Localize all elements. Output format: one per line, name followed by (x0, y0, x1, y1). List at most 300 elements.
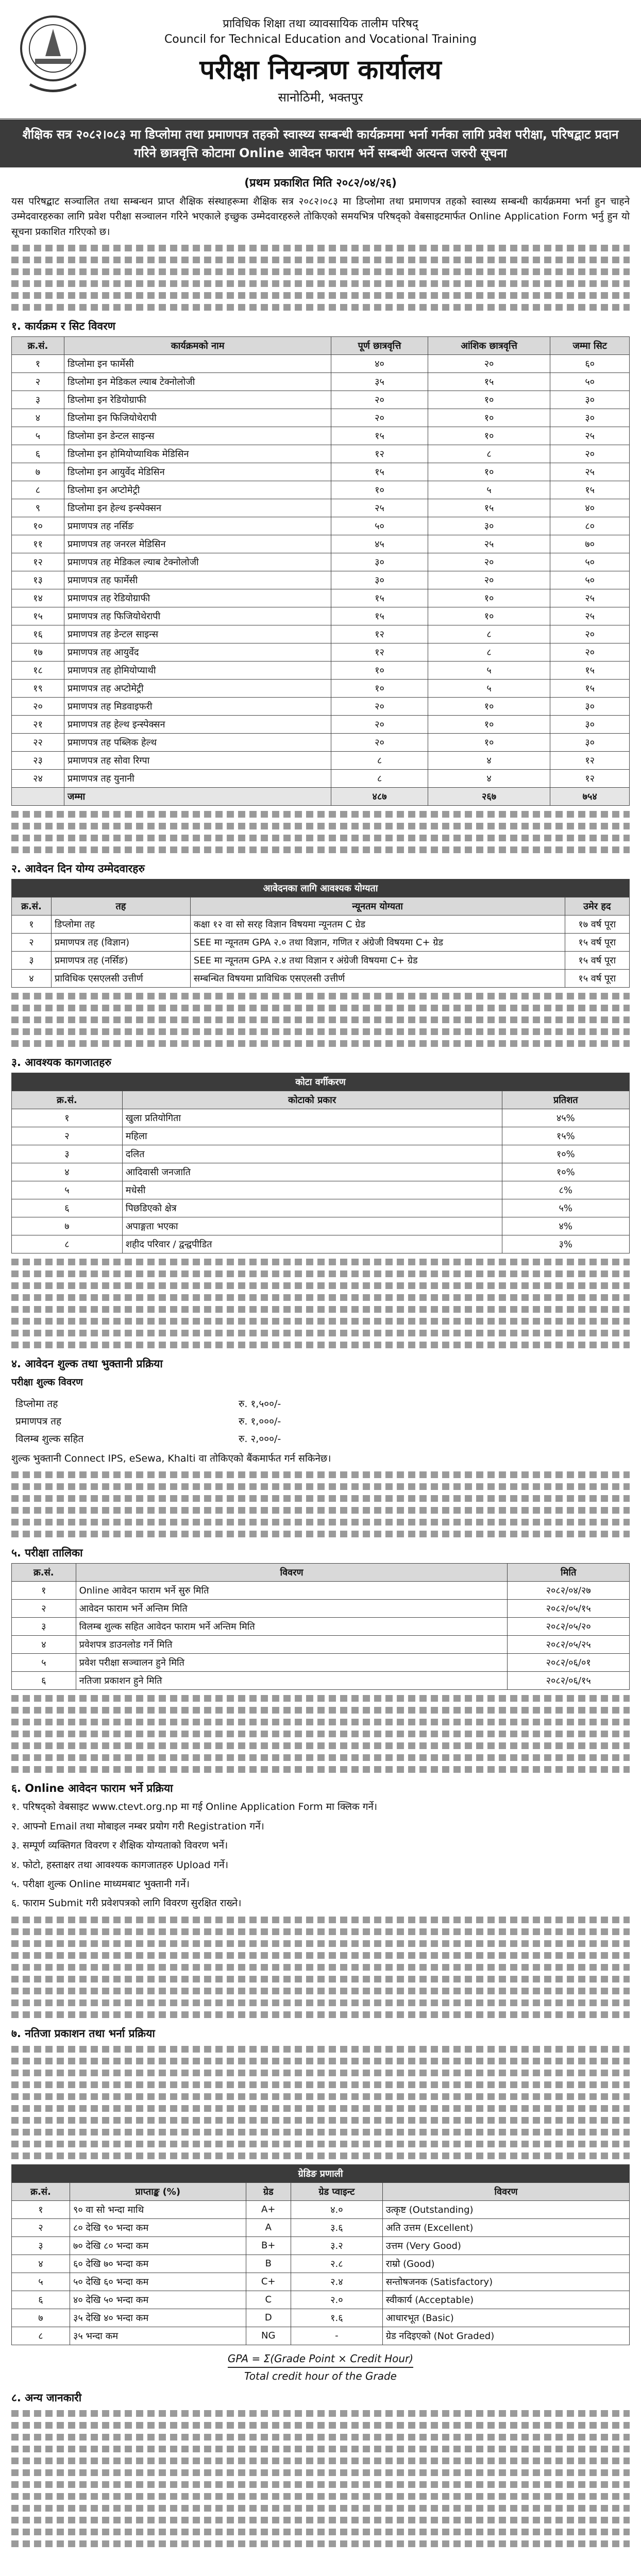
seat-cell: १० (331, 662, 428, 680)
grading-row (12, 2200, 630, 2218)
section-heading-6: ६. Online आवेदन फाराम भर्ने प्रक्रिया (11, 1782, 173, 1795)
section-heading-5: ५. परीक्षा तालिका (11, 1547, 83, 1560)
notice-date: (प्रथम प्रकाशित मिति २०८२/०४/२६) (244, 177, 397, 190)
section-heading-7: ७. नतिजा प्रकाशन तथा भर्ना प्रक्रिया (11, 2027, 155, 2040)
seat-cell: १५ (331, 463, 428, 481)
seat-cell: ५ (12, 427, 64, 445)
seat-cell: डिप्लोमा इन हेल्थ इन्स्पेक्सन (64, 499, 331, 517)
seat-row (12, 589, 630, 607)
eligibility-title: आवेदनका लागि आवश्यक योग्यता (12, 879, 630, 897)
text-block-2 (11, 811, 630, 853)
seat-cell: ५० (550, 571, 630, 589)
quota-cell: १५% (502, 1127, 629, 1145)
quota-cell: खुला प्रतियोगिता (122, 1109, 502, 1127)
seat-cell: ७ (12, 463, 64, 481)
seat-cell: ५ (428, 662, 550, 680)
intro-paragraph: यस परिषद्बाट सञ्चालित तथा सम्बन्धन प्राप्त शैक्षिक संस्थाहरूमा शैक्षिक सत्र २०८२।०८३ मा डिप्लोमा तथा प्रमाणपत्र तहको स्वास्थ्य सम्बन्धी कार्यक्रममा भर्ना हुन चाहने उम्मेदवारहरुका लागि प्रवेश परीक्षा सञ्चालन गरिने भएकाले इच्छुक उम्मेदवारहरुले तोकिएको समयभित्र परिषद्को वेबसाइटमार्फत Online Application Form भर्नु हुन यो सूचना प्रकाशित गरिएको छ। (11, 196, 630, 238)
grading-cell: १ (12, 2200, 70, 2218)
seat-row (12, 499, 630, 517)
seat-row (12, 445, 630, 463)
schedule-row (12, 1618, 630, 1636)
schedule-row (12, 1672, 630, 1690)
seat-table-header: पूर्ण छात्रवृत्ति (331, 337, 428, 355)
step-item: ३. सम्पूर्ण व्यक्तिगत विवरण र शैक्षिक योग्यताको विवरण भर्ने। (11, 1840, 228, 1852)
seat-cell: ७० (550, 535, 630, 553)
schedule-cell: ५ (12, 1654, 76, 1672)
fee-amount: रु. २,०००/- (238, 1433, 281, 1445)
seat-cell: ३० (331, 553, 428, 571)
grading-cell: ८० देखि ९० भन्दा कम (70, 2218, 246, 2236)
grading-cell: १.६ (291, 2309, 382, 2327)
seat-cell: ८० (550, 517, 630, 535)
council-name-english: Council for Technical Education and Vocational Training (164, 33, 477, 46)
seat-cell: प्रमाणपत्र तह रेडियोग्राफी (64, 589, 331, 607)
schedule-cell: २०८२/०४/२७ (508, 1582, 630, 1600)
eligibility-cell: १७ वर्ष पूरा (565, 916, 629, 934)
gpa-formula-numerator: GPA = Σ(Grade Point × Credit Hour) (227, 2352, 414, 2365)
schedule-row (12, 1636, 630, 1654)
schedule-cell: आवेदन फाराम भर्ने अन्तिम मिति (76, 1600, 508, 1618)
seat-cell: १२ (331, 643, 428, 662)
seat-cell: १९ (12, 680, 64, 698)
quota-row (12, 1235, 630, 1253)
seat-cell: २५ (550, 427, 630, 445)
seat-cell: १० (428, 463, 550, 481)
schedule-cell: २०८२/०६/१५ (508, 1672, 630, 1690)
seat-row (12, 716, 630, 734)
grading-cell: ४ (12, 2255, 70, 2273)
seat-cell: २० (331, 409, 428, 427)
office-title: परीक्षा नियन्त्रण कार्यालय (199, 55, 442, 86)
grading-cell: स्वीकार्य (Acceptable) (382, 2291, 629, 2309)
seat-cell: १२ (331, 445, 428, 463)
seat-cell: २० (550, 643, 630, 662)
seat-cell: १५ (12, 607, 64, 625)
quota-cell: ४ (12, 1163, 123, 1181)
seat-cell: प्रमाणपत्र तह अप्टोमेट्री (64, 680, 331, 698)
seat-cell: २० (428, 571, 550, 589)
office-address: सानोठिमी, भक्तपुर (278, 90, 363, 105)
quota-cell: ७ (12, 1217, 123, 1235)
quota-row (12, 1199, 630, 1217)
grading-cell: ४.० (291, 2200, 382, 2218)
fee-item (11, 1412, 382, 1430)
quota-cell: ६ (12, 1199, 123, 1217)
quota-cell: ४% (502, 1217, 629, 1235)
seat-cell: १० (331, 680, 428, 698)
eligibility-row (12, 934, 630, 952)
seat-cell: १२ (12, 553, 64, 571)
schedule-cell: ३ (12, 1618, 76, 1636)
seat-table (11, 336, 630, 806)
quota-table (11, 1073, 630, 1253)
seat-cell: प्रमाणपत्र तह डेन्टल साइन्स (64, 625, 331, 643)
page-header (0, 0, 641, 120)
seat-cell: १० (428, 716, 550, 734)
seat-cell: ३० (550, 734, 630, 752)
seat-cell: १० (428, 409, 550, 427)
seat-cell: १० (428, 698, 550, 716)
seat-row (12, 662, 630, 680)
schedule-cell: विलम्ब शुल्क सहित आवेदन फाराम भर्ने अन्तिम मिति (76, 1618, 508, 1636)
seat-cell: ८ (331, 770, 428, 788)
quota-cell: दलित (122, 1145, 502, 1163)
quota-row (12, 1145, 630, 1163)
seat-row (12, 734, 630, 752)
seat-row (12, 373, 630, 391)
seat-cell: २० (550, 445, 630, 463)
grading-cell: २.४ (291, 2273, 382, 2291)
seat-cell: १० (428, 589, 550, 607)
quota-cell: ८% (502, 1181, 629, 1199)
seat-cell: १५ (331, 427, 428, 445)
seat-cell: ५० (550, 373, 630, 391)
grading-cell: ४० देखि ५० भन्दा कम (70, 2291, 246, 2309)
seat-cell: डिप्लोमा इन आयुर्वेद मेडिसिन (64, 463, 331, 481)
seat-total-cell: ४८७ (331, 788, 428, 806)
eligibility-header: उमेर हद (565, 897, 629, 916)
seat-cell: २० (331, 391, 428, 409)
seat-cell: २० (331, 698, 428, 716)
seat-cell: १५ (428, 499, 550, 517)
seat-cell: २५ (550, 463, 630, 481)
seat-cell: ३ (12, 391, 64, 409)
seat-row (12, 481, 630, 499)
seat-cell: २५ (428, 535, 550, 553)
grading-header: विवरण (382, 2182, 629, 2200)
eligibility-cell: १५ वर्ष पूरा (565, 952, 629, 970)
quota-cell: ५ (12, 1181, 123, 1199)
seat-cell: १० (428, 391, 550, 409)
seat-cell: प्रमाणपत्र तह जनरल मेडिसिन (64, 535, 331, 553)
schedule-cell: प्रवेशपत्र डाउनलोड गर्ने मिति (76, 1636, 508, 1654)
eligibility-header: क्र.सं. (12, 897, 52, 916)
seat-table-header: कार्यक्रमको नाम (64, 337, 331, 355)
schedule-cell: २०८२/०५/१५ (508, 1600, 630, 1618)
seat-cell: १५ (331, 607, 428, 625)
grading-cell: ६० देखि ७० भन्दा कम (70, 2255, 246, 2273)
seat-row (12, 770, 630, 788)
seat-cell: ४५ (331, 535, 428, 553)
eligibility-cell: प्रमाणपत्र तह (विज्ञान) (51, 934, 190, 952)
grading-cell: NG (246, 2327, 291, 2345)
eligibility-header: तह (51, 897, 190, 916)
step-item: ६. फाराम Submit गरी प्रवेशपत्रको लागि विवरण सुरक्षित राख्ने। (11, 1897, 242, 1909)
gpa-formula-denominator: Total credit hour of the Grade (244, 2369, 397, 2382)
eligibility-cell: डिप्लोमा तह (51, 916, 190, 934)
quota-row (12, 1163, 630, 1181)
grading-cell: २.८ (291, 2255, 382, 2273)
eligibility-cell: २ (12, 934, 52, 952)
quota-cell: १ (12, 1109, 123, 1127)
grading-cell: B+ (246, 2236, 291, 2255)
seat-row (12, 409, 630, 427)
grading-cell: ग्रेड नदिइएको (Not Graded) (382, 2327, 629, 2345)
seat-cell: डिप्लोमा इन फार्मेसी (64, 355, 331, 373)
seat-total-cell (12, 788, 64, 806)
seat-cell: २ (12, 373, 64, 391)
eligibility-cell: प्राविधिक एसएलसी उत्तीर्ण (51, 970, 190, 988)
seat-cell: प्रमाणपत्र तह युनानी (64, 770, 331, 788)
seat-cell: प्रमाणपत्र तह आयुर्वेद (64, 643, 331, 662)
notice-banner: शैक्षिक सत्र २०८२।०८३ मा डिप्लोमा तथा प्रमाणपत्र तहको स्वास्थ्य सम्बन्धी कार्यक्रममा भर्ना गर्नका लागि प्रवेश परीक्षा, परिषद्बाट प्रदान गरिने छात्रवृत्ति कोटामा Online आवेदन फाराम भर्ने सम्बन्धी अत्यन्त जरुरी सूचना (0, 120, 641, 167)
seat-cell: प्रमाणपत्र तह फार्मेसी (64, 571, 331, 589)
eligibility-cell: १५ वर्ष पूरा (565, 970, 629, 988)
seat-cell: ४ (428, 752, 550, 770)
schedule-row (12, 1582, 630, 1600)
seat-row (12, 643, 630, 662)
seat-cell: ४० (550, 499, 630, 517)
seat-cell: डिप्लोमा इन डेन्टल साइन्स (64, 427, 331, 445)
quota-cell: मधेसी (122, 1181, 502, 1199)
grading-header: ग्रेड प्वाइन्ट (291, 2182, 382, 2200)
seat-cell: डिप्लोमा इन अप्टोमेट्री (64, 481, 331, 499)
seat-cell: २० (12, 698, 64, 716)
seat-cell: ४ (12, 409, 64, 427)
seat-cell: १८ (12, 662, 64, 680)
seat-cell: १ (12, 355, 64, 373)
text-block-4 (11, 1259, 630, 1348)
seat-cell: प्रमाणपत्र तह पब्लिक हेल्थ (64, 734, 331, 752)
seat-cell: १५ (331, 589, 428, 607)
grading-cell: उत्कृष्ट (Outstanding) (382, 2200, 629, 2218)
quota-header: कोटाको प्रकार (122, 1091, 502, 1109)
seat-cell: प्रमाणपत्र तह होमियोप्याथी (64, 662, 331, 680)
seat-row (12, 535, 630, 553)
grading-header: क्र.सं. (12, 2182, 70, 2200)
fee-label: विलम्ब शुल्क सहित (15, 1433, 84, 1445)
seat-cell: १० (12, 517, 64, 535)
eligibility-cell: प्रमाणपत्र तह (नर्सिङ) (51, 952, 190, 970)
seat-cell: प्रमाणपत्र तह सोवा रिग्पा (64, 752, 331, 770)
quota-cell: ३% (502, 1235, 629, 1253)
seat-cell: १७ (12, 643, 64, 662)
seat-row (12, 571, 630, 589)
eligibility-cell: ३ (12, 952, 52, 970)
fees-list (11, 1395, 382, 1447)
seat-cell: ३० (550, 391, 630, 409)
seat-cell: १५ (550, 680, 630, 698)
schedule-cell: २०८२/०५/२५ (508, 1636, 630, 1654)
seat-row (12, 553, 630, 571)
fee-amount: रु. १,५००/- (238, 1398, 281, 1410)
quota-cell: १०% (502, 1145, 629, 1163)
section-heading-4: ४. आवेदन शुल्क तथा भुक्तानी प्रक्रिया (11, 1358, 163, 1370)
seat-cell: १० (428, 427, 550, 445)
seat-cell: प्रमाणपत्र तह मिडवाइफरी (64, 698, 331, 716)
schedule-cell: १ (12, 1582, 76, 1600)
eligibility-row (12, 952, 630, 970)
seat-cell: प्रमाणपत्र तह फिजियोथेरापी (64, 607, 331, 625)
step-item: ५. परीक्षा शुल्क Online माध्यमबाट भुक्तानी गर्ने। (11, 1878, 190, 1890)
eligibility-cell: सम्बन्धित विषयमा प्राविधिक एसएलसी उत्तीर्ण (190, 970, 565, 988)
seat-cell: ५० (331, 517, 428, 535)
eligibility-row (12, 970, 630, 988)
schedule-cell: ६ (12, 1672, 76, 1690)
grading-cell: ३५ देखि ४० भन्दा कम (70, 2309, 246, 2327)
quota-header: प्रतिशत (502, 1091, 629, 1109)
seat-cell: ८ (428, 445, 550, 463)
fee-label: प्रमाणपत्र तह (15, 1415, 62, 1427)
grading-row (12, 2291, 630, 2309)
schedule-cell: २०८२/०५/२० (508, 1618, 630, 1636)
quota-cell: अपाङ्गता भएका (122, 1217, 502, 1235)
grading-cell: राम्रो (Good) (382, 2255, 629, 2273)
grading-cell: A (246, 2218, 291, 2236)
grading-cell: ६ (12, 2291, 70, 2309)
seat-row (12, 355, 630, 373)
seat-cell: १२ (331, 625, 428, 643)
quota-cell: १०% (502, 1163, 629, 1181)
text-block-1 (11, 245, 630, 311)
seat-cell: ८ (331, 752, 428, 770)
quota-cell: ५% (502, 1199, 629, 1217)
text-block-3 (11, 993, 630, 1047)
notice-body (0, 194, 641, 2547)
seat-cell: १० (428, 734, 550, 752)
schedule-cell: प्रवेश परीक्षा सञ्चालन हुने मिति (76, 1654, 508, 1672)
grading-cell: ५० देखि ६० भन्दा कम (70, 2273, 246, 2291)
seat-cell: २५ (550, 607, 630, 625)
seat-cell: १० (428, 607, 550, 625)
seat-row (12, 463, 630, 481)
seat-cell: २० (331, 734, 428, 752)
step-item: ४. फोटो, हस्ताक्षर तथा आवश्यक कागजातहरु Upload गर्ने। (11, 1859, 229, 1871)
seat-cell: २० (428, 355, 550, 373)
seat-cell: २० (428, 553, 550, 571)
seat-cell: ३० (550, 716, 630, 734)
council-name-nepali: प्राविधिक शिक्षा तथा व्यावसायिक तालीम परिषद् (223, 18, 418, 30)
seat-row (12, 427, 630, 445)
grading-cell: २.० (291, 2291, 382, 2309)
quota-cell: शहीद परिवार / द्वन्द्वपीडित (122, 1235, 502, 1253)
seat-row (12, 625, 630, 643)
grading-row (12, 2236, 630, 2255)
seat-cell: २० (331, 716, 428, 734)
quota-row (12, 1109, 630, 1127)
eligibility-cell: SEE मा न्यूनतम GPA २.० तथा विज्ञान, गणित र अंग्रेजी विषयमा C+ ग्रेड (190, 934, 565, 952)
seat-cell: प्रमाणपत्र तह नर्सिङ (64, 517, 331, 535)
seat-cell: २२ (12, 734, 64, 752)
quota-row (12, 1217, 630, 1235)
seat-cell: ४० (331, 355, 428, 373)
quota-row (12, 1127, 630, 1145)
steps-list (11, 1800, 630, 1911)
grading-cell: A+ (246, 2200, 291, 2218)
quota-row (12, 1181, 630, 1199)
quota-cell: महिला (122, 1127, 502, 1145)
quota-cell: आदिवासी जनजाति (122, 1163, 502, 1181)
quota-title: कोटा वर्गीकरण (12, 1073, 630, 1091)
schedule-header: मिति (508, 1564, 630, 1582)
text-block-5 (11, 1471, 630, 1537)
text-block-9 (11, 2410, 630, 2547)
seat-cell: ३५ (331, 373, 428, 391)
step-item: १. परिषद्को वेबसाइट www.ctevt.org.np मा गई Online Application Form मा क्लिक गर्ने। (11, 1801, 378, 1813)
seat-row (12, 517, 630, 535)
grading-cell: २ (12, 2218, 70, 2236)
step-item: २. आफ्नो Email तथा मोबाइल नम्बर प्रयोग गरी Registration गर्ने। (11, 1820, 264, 1832)
seat-cell: १३ (12, 571, 64, 589)
schedule-header: विवरण (76, 1564, 508, 1582)
grading-cell: C+ (246, 2273, 291, 2291)
seat-cell: ३० (550, 409, 630, 427)
grading-header: ग्रेड (246, 2182, 291, 2200)
fee-item (11, 1395, 382, 1412)
seat-cell: ५० (550, 553, 630, 571)
section-heading-3: ३. आवश्यक कागजातहरु (11, 1056, 111, 1069)
schedule-row (12, 1600, 630, 1618)
seat-cell: ८ (12, 481, 64, 499)
grading-cell: ५ (12, 2273, 70, 2291)
seat-row (12, 607, 630, 625)
seat-cell: १६ (12, 625, 64, 643)
seat-cell: १४ (12, 589, 64, 607)
grading-cell: ३ (12, 2236, 70, 2255)
grading-cell: सन्तोषजनक (Satisfactory) (382, 2273, 629, 2291)
seat-total-label: जम्मा (64, 788, 331, 806)
section-heading-1: १. कार्यक्रम र सिट विवरण (11, 320, 115, 333)
grading-row (12, 2255, 630, 2273)
fees-note: शुल्क भुक्तानी Connect IPS, eSewa, Khalti वा तोकिएको बैंकमार्फत गर्न सकिनेछ। (11, 1452, 331, 1464)
seat-table-header: जम्मा सिट (550, 337, 630, 355)
quota-header: क्र.सं. (12, 1091, 123, 1109)
grading-cell: - (291, 2327, 382, 2345)
seat-cell: ११ (12, 535, 64, 553)
seat-cell: ६ (12, 445, 64, 463)
seat-cell: १५ (550, 481, 630, 499)
eligibility-cell: कक्षा १२ वा सो सरह विज्ञान विषयमा न्यूनतम C ग्रेड (190, 916, 565, 934)
schedule-cell: २ (12, 1600, 76, 1618)
seat-row (12, 391, 630, 409)
seat-cell: २५ (331, 499, 428, 517)
seat-total-cell: ७५४ (550, 788, 630, 806)
seat-cell: ८ (428, 625, 550, 643)
fees-title: परीक्षा शुल्क विवरण (11, 1377, 83, 1388)
eligibility-cell: १ (12, 916, 52, 934)
text-block-6 (11, 1695, 630, 1773)
seat-cell: ८ (428, 643, 550, 662)
fee-item (11, 1430, 382, 1447)
seat-cell: १२ (550, 752, 630, 770)
gpa-formula (11, 2352, 630, 2382)
fee-amount: रु. १,०००/- (238, 1415, 281, 1427)
schedule-row (12, 1654, 630, 1672)
eligibility-row (12, 916, 630, 934)
grading-cell: ८ (12, 2327, 70, 2345)
grading-cell: आधारभूत (Basic) (382, 2309, 629, 2327)
fee-label: डिप्लोमा तह (15, 1398, 58, 1410)
seat-cell: ३० (550, 698, 630, 716)
text-block-7 (11, 1917, 630, 2018)
seat-table-header: क्र.सं. (12, 337, 64, 355)
grading-cell: B (246, 2255, 291, 2273)
grading-row (12, 2273, 630, 2291)
grading-row (12, 2327, 630, 2345)
seat-row (12, 680, 630, 698)
grading-cell: ३.६ (291, 2218, 382, 2236)
eligibility-header: न्यूनतम योग्यता (190, 897, 565, 916)
grading-cell: अति उत्तम (Excellent) (382, 2218, 629, 2236)
seat-cell: डिप्लोमा इन फिजियोथेरापी (64, 409, 331, 427)
seat-cell: ३० (331, 571, 428, 589)
schedule-cell: २०८२/०६/०१ (508, 1654, 630, 1672)
seat-cell: २१ (12, 716, 64, 734)
seat-cell: ३० (428, 517, 550, 535)
grading-table (11, 2164, 630, 2345)
grading-row (12, 2309, 630, 2327)
seat-cell: १५ (550, 662, 630, 680)
